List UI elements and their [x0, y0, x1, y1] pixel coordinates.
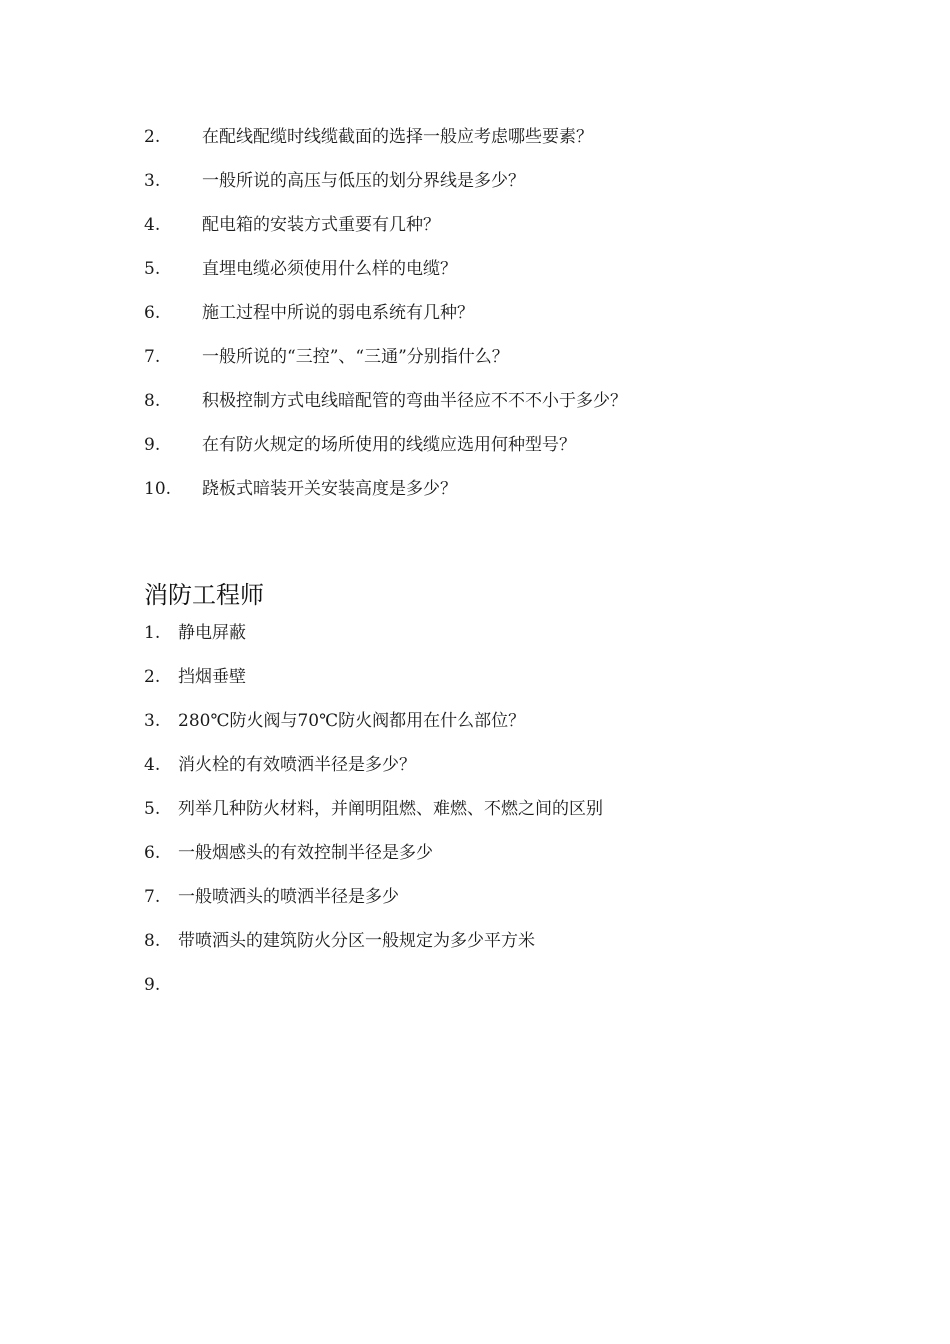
list-item — [144, 168, 627, 212]
list-item — [144, 300, 627, 344]
list-item — [144, 840, 603, 884]
list-item — [144, 256, 627, 300]
item-text: 静电屏蔽 — [178, 623, 246, 643]
list-item — [144, 388, 627, 432]
item-number: 3. — [144, 711, 161, 731]
item-text: 列举几种防火材料，并阐明阻燃、难燃、不燃之间的区别 — [178, 799, 603, 819]
item-number: 9. — [144, 975, 161, 995]
item-text: 一般所说的高压与低压的划分界线是多少？ — [202, 171, 525, 191]
item-text: 直埋电缆必须使用什么样的电缆？ — [202, 259, 457, 279]
list-item — [144, 884, 603, 928]
item-text: 一般烟感头的有效控制半径是多少 — [178, 843, 433, 863]
item-text: 消火栓的有效喷洒半径是多少？ — [178, 755, 416, 775]
list-item — [144, 972, 603, 1016]
item-number: 7. — [144, 347, 161, 367]
list-item — [144, 476, 627, 520]
item-number: 8. — [144, 931, 161, 951]
section-title: 消防工程师 — [144, 581, 264, 609]
item-text: 施工过程中所说的弱电系统有几种？ — [202, 303, 474, 323]
list-item — [144, 212, 627, 256]
item-number: 3. — [144, 171, 161, 191]
list-item — [144, 344, 627, 388]
list-item — [144, 124, 627, 168]
item-text: 跷板式暗装开关安装高度是多少？ — [202, 479, 457, 499]
item-number: 4. — [144, 215, 161, 235]
item-number: 7. — [144, 887, 161, 907]
list-item — [144, 752, 603, 796]
list-item — [144, 620, 603, 664]
item-text: 一般喷洒头的喷洒半径是多少 — [178, 887, 399, 907]
item-number: 2. — [144, 667, 161, 687]
item-text: 在配线配缆时线缆截面的选择一般应考虑哪些要素？ — [202, 127, 593, 147]
list-item — [144, 796, 603, 840]
item-number: 9. — [144, 435, 161, 455]
item-text: 在有防火规定的场所使用的线缆应选用何种型号？ — [202, 435, 576, 455]
item-number: 5. — [144, 259, 161, 279]
electrical-question-list — [144, 124, 627, 520]
item-text: 带喷洒头的建筑防火分区一般规定为多少平方米 — [178, 931, 535, 951]
item-number: 10. — [144, 479, 172, 499]
item-number: 6. — [144, 303, 161, 323]
item-number: 1. — [144, 623, 161, 643]
list-item — [144, 664, 603, 708]
list-item — [144, 708, 603, 752]
fire-engineer-question-list — [144, 620, 603, 1016]
item-number: 4. — [144, 755, 161, 775]
list-item — [144, 928, 603, 972]
item-text: 280℃防火阀与70℃防火阀都用在什么部位？ — [178, 711, 526, 731]
item-text: 配电箱的安装方式重要有几种？ — [202, 215, 440, 235]
item-text: 一般所说的“三控”、“三通”分别指什么？ — [202, 347, 509, 367]
item-number: 2. — [144, 127, 161, 147]
item-text: 挡烟垂壁 — [178, 667, 246, 687]
item-number: 5. — [144, 799, 161, 819]
item-text: 积极控制方式电线暗配管的弯曲半径应不不不小于多少？ — [202, 391, 627, 411]
item-number: 8. — [144, 391, 161, 411]
list-item — [144, 432, 627, 476]
item-number: 6. — [144, 843, 161, 863]
